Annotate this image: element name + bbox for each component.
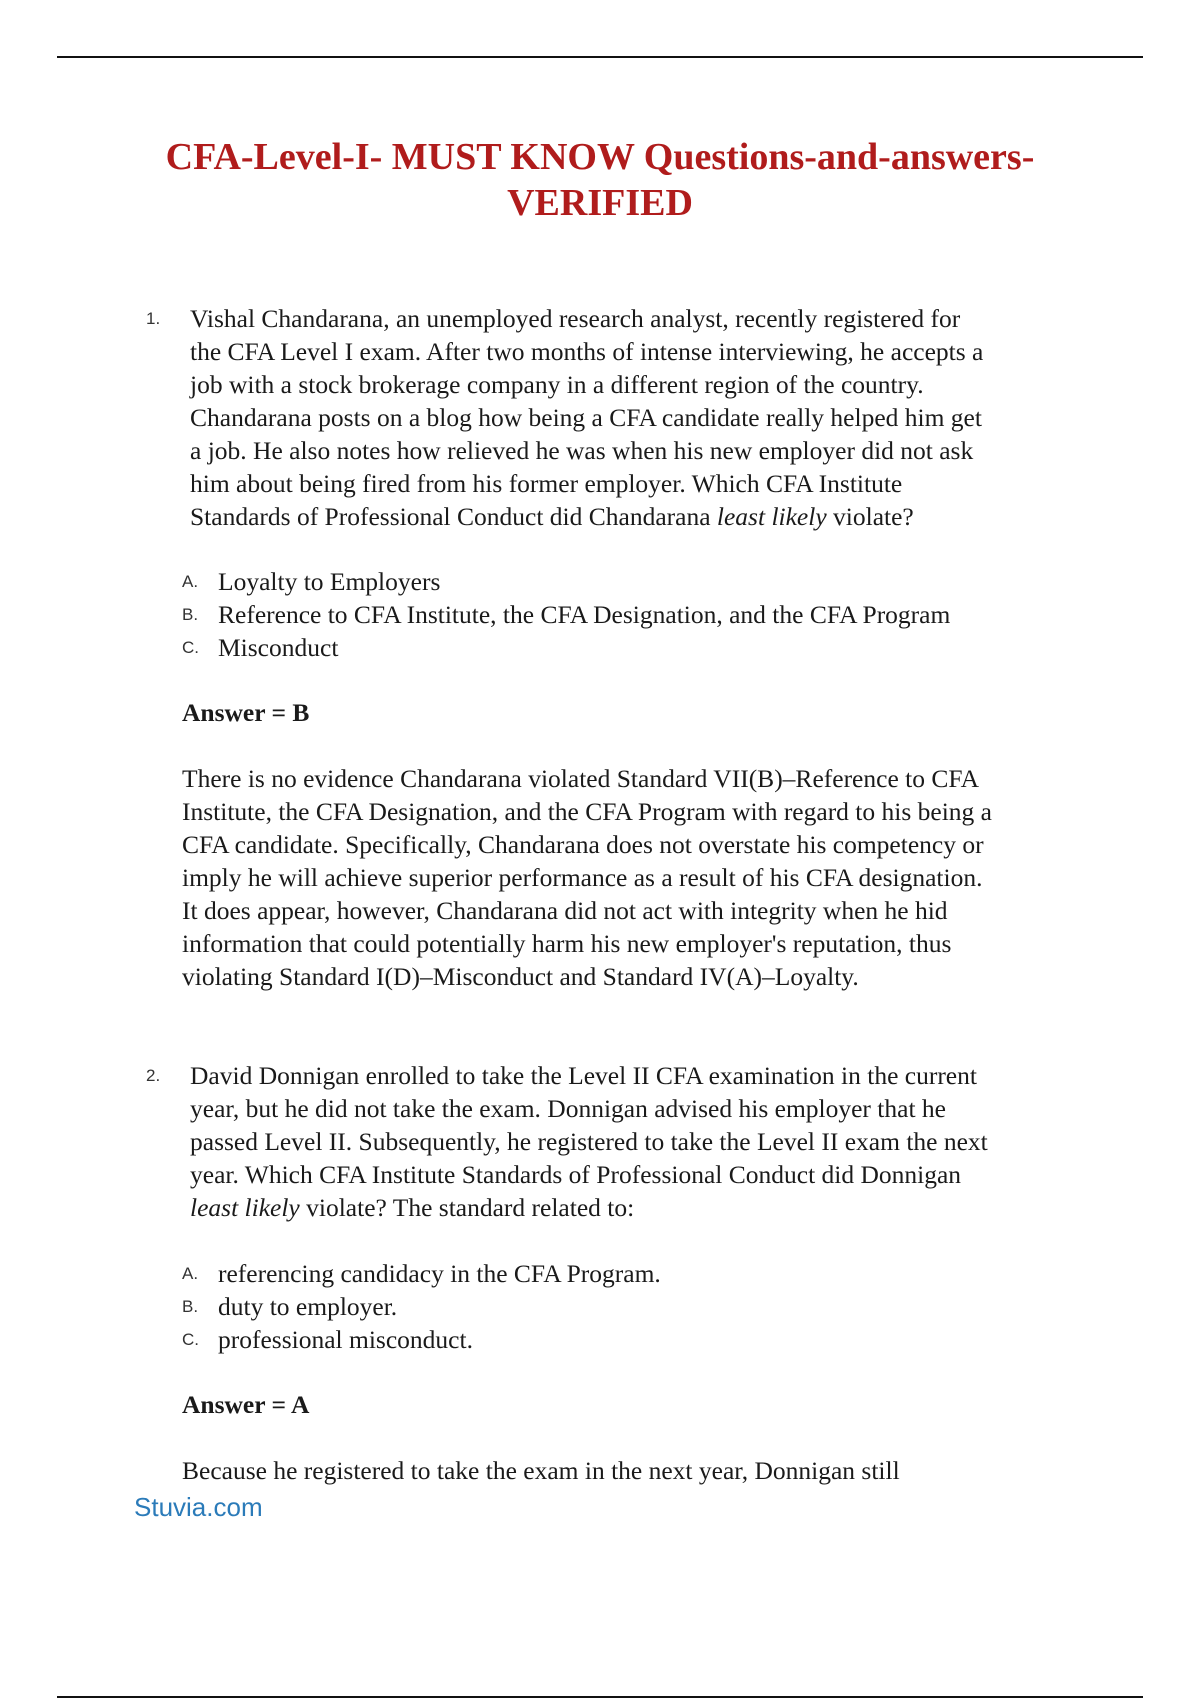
question-text-suffix: violate? The standard related to: bbox=[299, 1193, 635, 1222]
title-line-2: VERIFIED bbox=[507, 182, 693, 224]
question-text-line: Chandarana posts on a blog how being a CFA candidate really helped him get bbox=[190, 403, 982, 432]
option-a bbox=[0, 565, 1200, 598]
question-text-line: David Donnigan enrolled to take the Level II CFA examination in the current bbox=[190, 1061, 977, 1090]
option-letter: B. bbox=[182, 1297, 199, 1316]
question-emphasis: least likely bbox=[190, 1193, 300, 1222]
option-b bbox=[0, 598, 1200, 631]
option-letter: C. bbox=[182, 1330, 199, 1349]
question-text bbox=[190, 1059, 1090, 1224]
options-list bbox=[0, 1257, 1200, 1356]
option-letter: A. bbox=[182, 572, 199, 591]
answer-label: Answer = B bbox=[182, 698, 310, 727]
question-text-line: a job. He also notes how relieved he was when his new employer did not ask bbox=[190, 436, 974, 465]
option-b bbox=[0, 1290, 1200, 1323]
option-text: referencing candidacy in the CFA Program. bbox=[218, 1259, 661, 1288]
question-text-line: passed Level II. Subsequently, he registered to take the Level II exam the next bbox=[190, 1127, 988, 1156]
option-c bbox=[0, 631, 1200, 664]
option-letter: B. bbox=[182, 605, 199, 624]
question-number: 2. bbox=[146, 1066, 161, 1085]
explanation-line: information that could potentially harm his new employer's reputation, thus bbox=[182, 929, 952, 958]
question-text-line: him about being fired from his former employer. Which CFA Institute bbox=[190, 469, 903, 498]
option-c bbox=[0, 1323, 1200, 1356]
explanation-line: violating Standard I(D)–Misconduct and Standard IV(A)–Loyalty. bbox=[182, 962, 859, 991]
option-text: duty to employer. bbox=[218, 1292, 398, 1321]
stuvia-watermark: Stuvia.com bbox=[134, 1492, 263, 1522]
answer-explanation bbox=[182, 1454, 1102, 1487]
explanation-line: There is no evidence Chandarana violated Standard VII(B)–Reference to CFA bbox=[182, 764, 980, 793]
question-text-prefix: Standards of Professional Conduct did Chandarana bbox=[190, 502, 717, 531]
question-text-line-last bbox=[190, 1191, 1090, 1224]
option-letter: A. bbox=[182, 1264, 199, 1283]
explanation-line: Because he registered to take the exam in the next year, Donnigan still bbox=[182, 1456, 900, 1485]
option-letter: C. bbox=[182, 638, 199, 657]
explanation-line: imply he will achieve superior performance as a result of his CFA designation. bbox=[182, 863, 983, 892]
explanation-line: It does appear, however, Chandarana did not act with integrity when he hid bbox=[182, 896, 948, 925]
question-emphasis: least likely bbox=[716, 502, 827, 531]
question-text-line: Vishal Chandarana, an unemployed research analyst, recently registered for bbox=[190, 304, 961, 333]
question-text-line: year, but he did not take the exam. Donnigan advised his employer that he bbox=[190, 1094, 946, 1123]
question-text-line: year. Which CFA Institute Standards of Professional Conduct did Donnigan bbox=[190, 1160, 962, 1189]
option-text: Misconduct bbox=[218, 633, 339, 662]
question-text-line: the CFA Level I exam. After two months of intense interviewing, he accepts a bbox=[190, 337, 984, 366]
explanation-line: Institute, the CFA Designation, and the CFA Program with regard to his being a bbox=[182, 797, 992, 826]
question-text-line-last bbox=[190, 500, 1090, 533]
question-text bbox=[190, 302, 1090, 533]
top-rule bbox=[57, 56, 1143, 58]
bottom-rule bbox=[57, 1696, 1143, 1698]
option-a bbox=[0, 1257, 1200, 1290]
title-line-1: CFA-Level-I- MUST KNOW Questions-and-answers- bbox=[165, 136, 1035, 178]
options-list bbox=[0, 565, 1200, 664]
option-text: professional misconduct. bbox=[218, 1325, 473, 1354]
question-text-suffix: violate? bbox=[826, 502, 914, 531]
explanation-line: CFA candidate. Specifically, Chandarana does not overstate his competency or bbox=[182, 830, 984, 859]
option-text: Reference to CFA Institute, the CFA Designation, and the CFA Program bbox=[218, 600, 951, 629]
answer-explanation bbox=[182, 762, 1102, 993]
question-text-line: job with a stock brokerage company in a different region of the country. bbox=[190, 370, 924, 399]
question-number: 1. bbox=[146, 309, 161, 328]
document-title bbox=[120, 134, 1080, 226]
option-text: Loyalty to Employers bbox=[218, 567, 441, 596]
answer-label: Answer = A bbox=[182, 1390, 310, 1419]
